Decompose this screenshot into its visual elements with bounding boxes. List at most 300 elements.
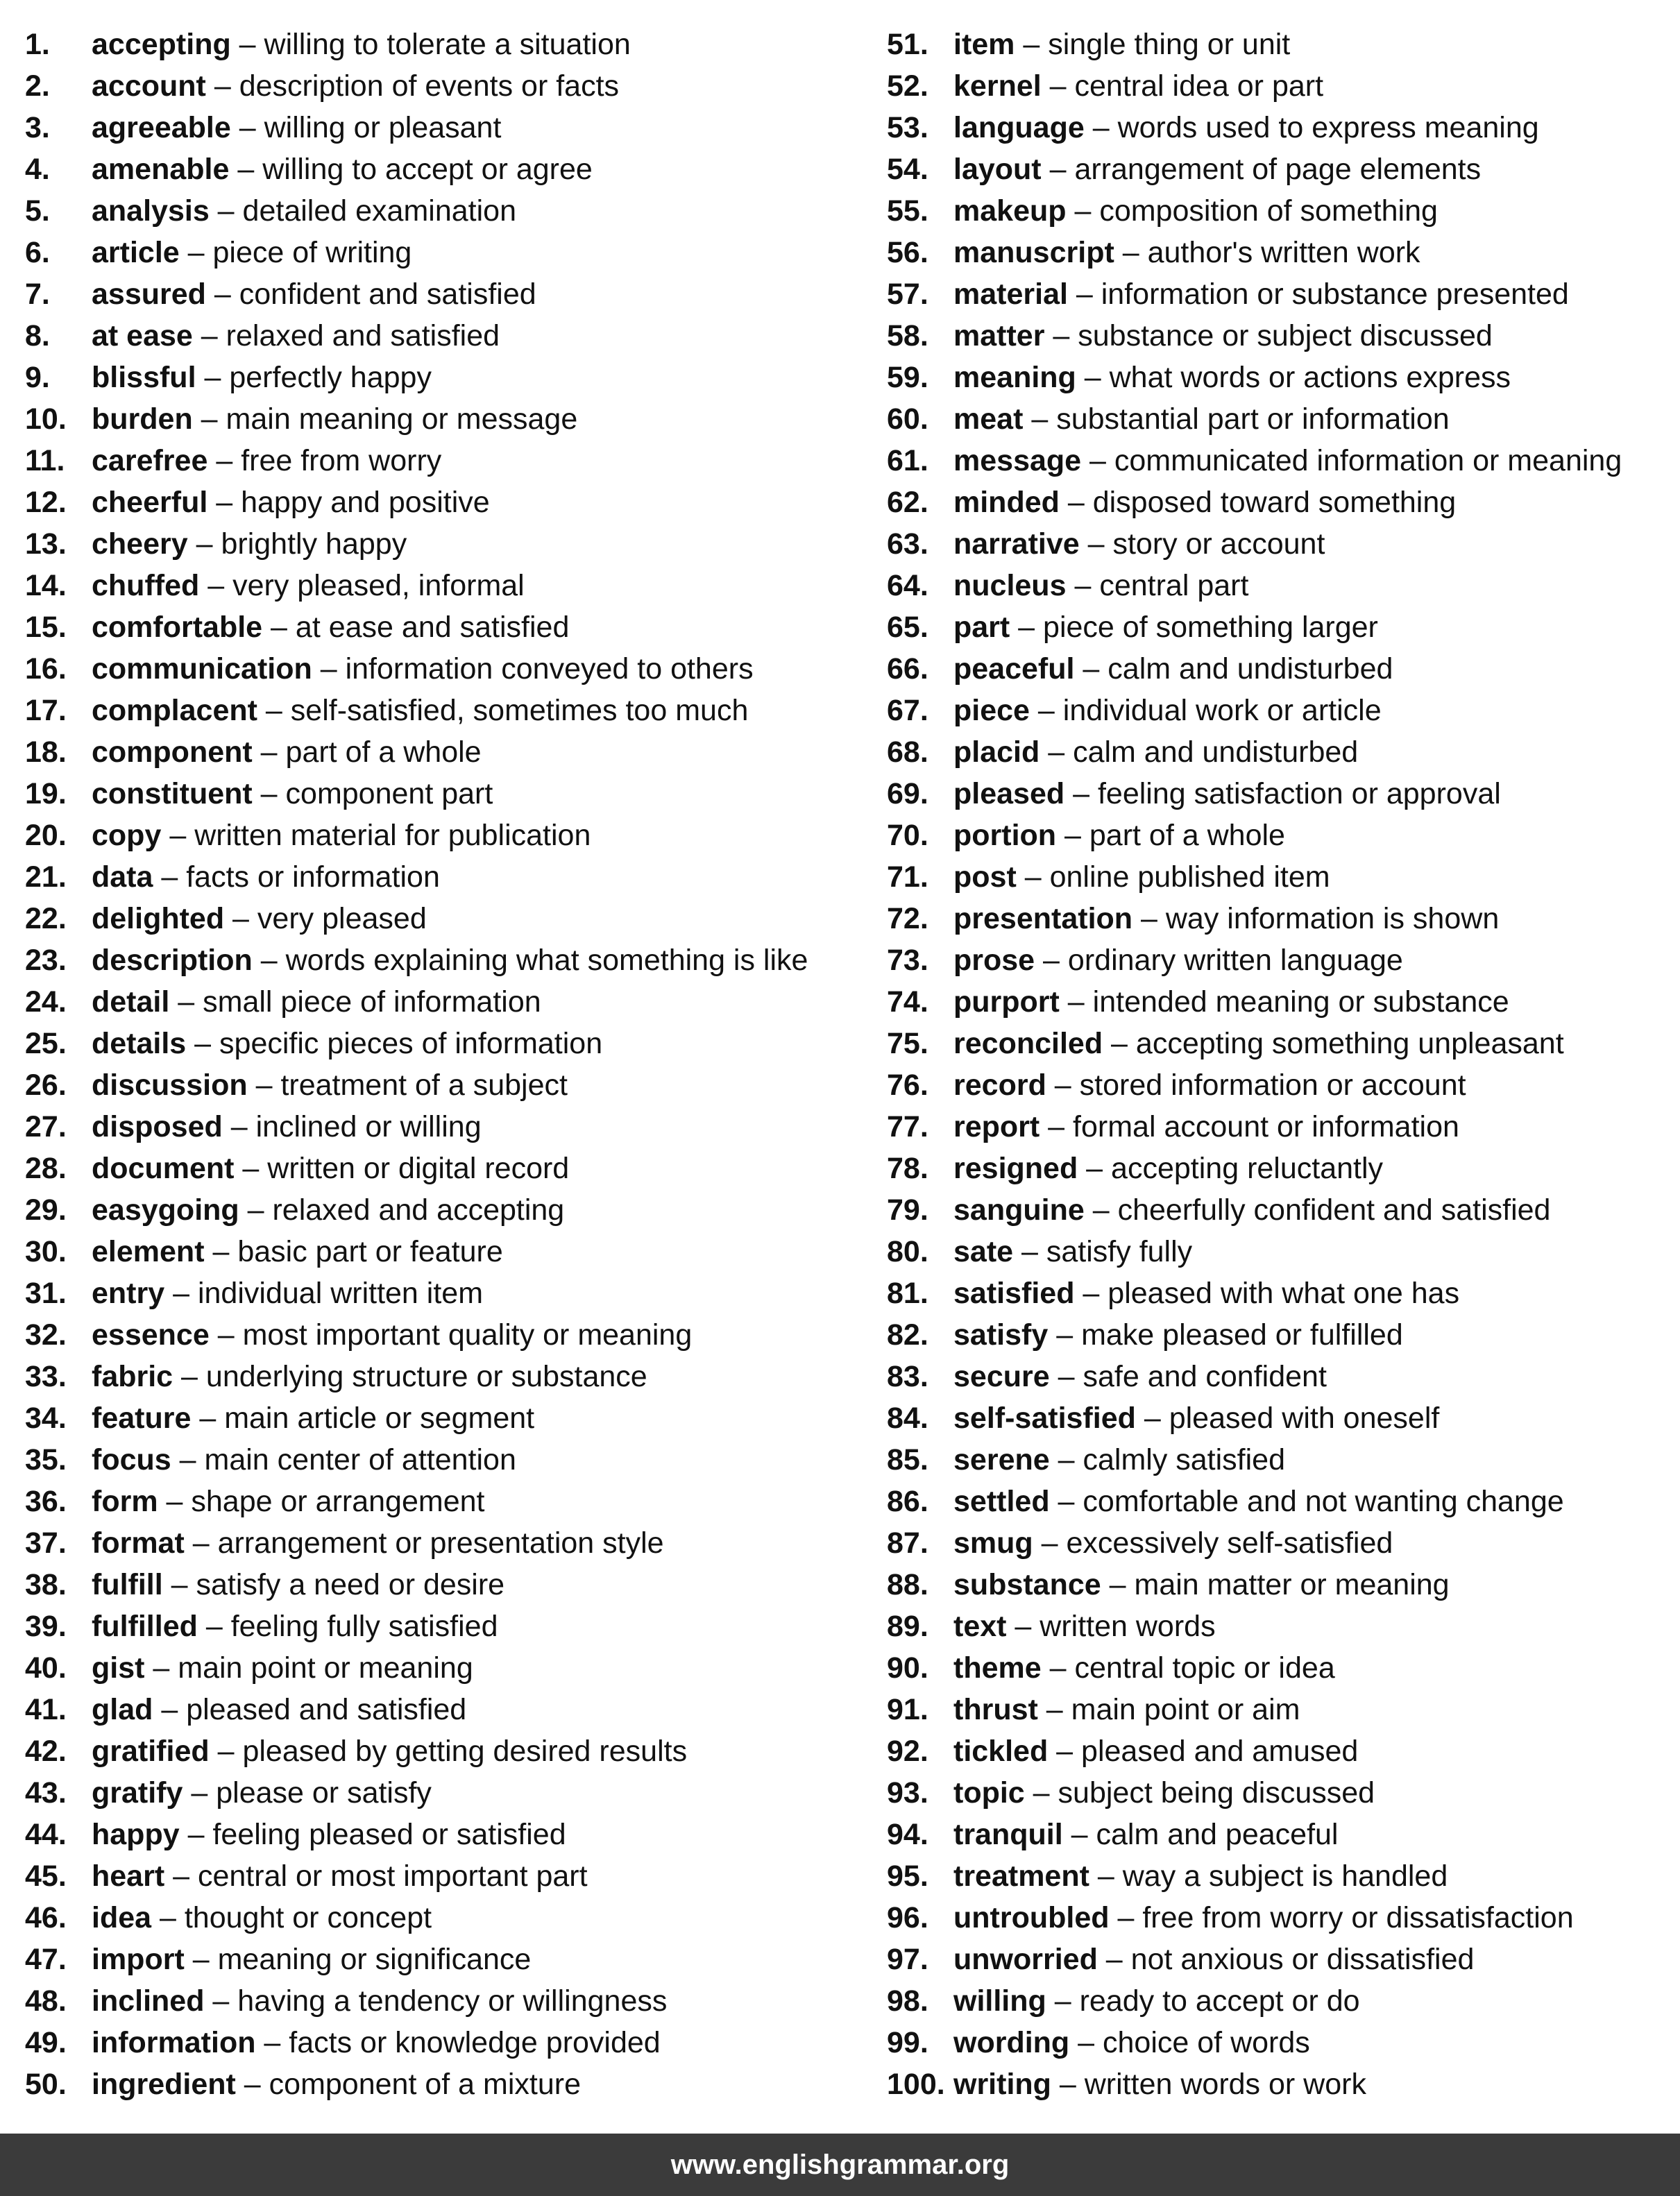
list-item — [25, 1318, 858, 1360]
entry-separator: – — [1062, 1818, 1096, 1851]
entry-definition: thought or concept — [184, 1901, 432, 1934]
entry-number: 55. — [887, 194, 928, 228]
list-item — [887, 111, 1671, 153]
entry-definition: most important quality or meaning — [242, 1318, 693, 1352]
entry-number: 65. — [887, 611, 928, 644]
list-item — [25, 486, 858, 527]
list-item — [25, 1027, 858, 1069]
entry-number: 2. — [25, 69, 50, 103]
entry-separator: – — [153, 1693, 187, 1726]
list-item — [887, 1526, 1671, 1568]
entry-separator: – — [1033, 1526, 1067, 1560]
entry-number: 3. — [25, 111, 50, 144]
entry-word: wording — [953, 2026, 1070, 2059]
entry-number: 37. — [25, 1526, 67, 1560]
entry-separator: – — [1041, 153, 1075, 186]
entry-word: at ease — [92, 319, 193, 352]
entry-word: data — [92, 860, 153, 894]
entry-word: satisfy — [953, 1318, 1049, 1352]
list-item — [887, 1485, 1671, 1526]
entry-separator: – — [169, 985, 203, 1019]
entry-word: details — [92, 1027, 187, 1060]
list-item — [25, 1859, 858, 1901]
entry-number: 24. — [25, 985, 67, 1019]
entry-definition: calm and undisturbed — [1073, 735, 1359, 769]
entry-definition: intended meaning or substance — [1092, 985, 1509, 1019]
entry-number: 71. — [887, 860, 928, 894]
entry-definition: pleased by getting desired results — [242, 1735, 688, 1768]
entry-word: serene — [953, 1443, 1050, 1476]
list-item — [887, 2026, 1671, 2068]
entry-separator: – — [230, 28, 264, 61]
entry-definition: feeling fully satisfied — [230, 1610, 498, 1643]
entry-definition: free from worry or dissatisfaction — [1142, 1901, 1574, 1934]
entry-separator: – — [235, 2068, 269, 2101]
entry-definition: pleased and satisfied — [186, 1693, 467, 1726]
entry-number: 86. — [887, 1485, 928, 1518]
entry-word: fulfilled — [92, 1610, 198, 1643]
entry-definition: main point or meaning — [178, 1651, 473, 1685]
list-item — [887, 1027, 1671, 1069]
list-item — [887, 194, 1671, 236]
entry-definition: detailed examination — [242, 194, 516, 228]
entry-number: 96. — [887, 1901, 928, 1934]
entry-word: constituent — [92, 777, 253, 810]
entry-separator: – — [153, 860, 187, 894]
entry-separator: – — [1046, 1984, 1080, 2018]
entry-separator: – — [1097, 1943, 1131, 1976]
entry-definition: relaxed and satisfied — [226, 319, 500, 352]
entry-separator: – — [171, 1443, 205, 1476]
list-item — [887, 278, 1671, 319]
entry-word: component — [92, 735, 253, 769]
list-item — [25, 1443, 858, 1485]
entry-definition: not anxious or dissatisfied — [1130, 1943, 1475, 1976]
entry-separator: – — [204, 1984, 238, 2018]
entry-word: discussion — [92, 1069, 248, 1102]
list-item — [25, 1735, 858, 1776]
list-item — [887, 1110, 1671, 1152]
entry-separator: – — [1059, 985, 1093, 1019]
entry-word: treatment — [953, 1859, 1089, 1893]
entry-number: 12. — [25, 486, 67, 519]
list-item — [887, 1735, 1671, 1776]
entry-separator: – — [209, 1735, 243, 1768]
entry-word: gist — [92, 1651, 145, 1685]
entry-definition: calm and peaceful — [1096, 1818, 1339, 1851]
entry-word: makeup — [953, 194, 1067, 228]
entry-separator: – — [1101, 1568, 1135, 1601]
entry-separator: – — [179, 1818, 213, 1851]
entry-word: chuffed — [92, 569, 200, 602]
entry-definition: substantial part or information — [1056, 402, 1450, 436]
entry-number: 82. — [887, 1318, 928, 1352]
list-item — [25, 1610, 858, 1651]
entry-number: 69. — [887, 777, 928, 810]
entry-number: 31. — [25, 1277, 67, 1310]
entry-word: theme — [953, 1651, 1042, 1685]
entry-number: 48. — [25, 1984, 67, 2018]
list-item — [887, 1610, 1671, 1651]
entry-word: text — [953, 1610, 1007, 1643]
entry-definition: specific pieces of information — [219, 1027, 603, 1060]
entry-definition: communicated information or meaning — [1114, 444, 1622, 477]
entry-word: substance — [953, 1568, 1101, 1601]
entry-separator: – — [161, 819, 195, 852]
list-item — [25, 1776, 858, 1818]
list-item — [25, 1526, 858, 1568]
entry-number: 41. — [25, 1693, 67, 1726]
list-item — [887, 486, 1671, 527]
entry-word: agreeable — [92, 111, 231, 144]
entry-number: 93. — [887, 1776, 928, 1810]
entry-word: prose — [953, 944, 1035, 977]
entry-word: information — [92, 2026, 256, 2059]
list-item — [887, 1360, 1671, 1402]
list-item — [887, 1402, 1671, 1443]
entry-word: analysis — [92, 194, 210, 228]
entry-number: 97. — [887, 1943, 928, 1976]
entry-number: 17. — [25, 694, 67, 727]
entry-definition: pleased with oneself — [1169, 1402, 1440, 1435]
entry-definition: calm and undisturbed — [1108, 652, 1393, 686]
entry-separator: – — [1013, 1235, 1046, 1268]
entry-separator: – — [255, 2026, 289, 2059]
entry-number: 13. — [25, 527, 67, 561]
entry-definition: part of a whole — [1089, 819, 1285, 852]
entry-word: presentation — [953, 902, 1133, 935]
entry-separator: – — [184, 1526, 218, 1560]
entry-separator: – — [247, 1069, 281, 1102]
entry-separator: – — [234, 1152, 268, 1185]
entry-separator: – — [1006, 1610, 1040, 1643]
entry-word: meat — [953, 402, 1024, 436]
word-list-right-column — [887, 28, 1671, 2109]
entry-definition: willing or pleasant — [264, 111, 502, 144]
entry-number: 66. — [887, 652, 928, 686]
entry-word: narrative — [953, 527, 1080, 561]
entry-separator: – — [239, 1193, 273, 1227]
entry-definition: make pleased or fulfilled — [1081, 1318, 1403, 1352]
entry-definition: choice of words — [1103, 2026, 1310, 2059]
entry-separator: – — [1049, 1485, 1083, 1518]
entry-word: import — [92, 1943, 185, 1976]
list-item — [25, 444, 858, 486]
entry-word: portion — [953, 819, 1057, 852]
list-item — [887, 652, 1671, 694]
entry-separator: – — [1059, 486, 1093, 519]
entry-word: resigned — [953, 1152, 1078, 1185]
entry-separator: – — [1076, 361, 1110, 394]
entry-definition: story or account — [1112, 527, 1325, 561]
list-item — [25, 1943, 858, 1984]
entry-definition: part of a whole — [285, 735, 482, 769]
list-item — [25, 819, 858, 860]
list-item — [25, 1235, 858, 1277]
entry-word: communication — [92, 652, 312, 686]
entry-definition: willing to accept or agree — [262, 153, 593, 186]
entry-definition: satisfy a need or desire — [196, 1568, 505, 1601]
entry-definition: subject being discussed — [1058, 1776, 1375, 1810]
entry-number: 10. — [25, 402, 67, 436]
entry-separator: – — [209, 194, 243, 228]
entry-separator: – — [1049, 1360, 1083, 1393]
list-item — [887, 402, 1671, 444]
list-item — [887, 1443, 1671, 1485]
list-item — [25, 153, 858, 194]
entry-separator: – — [179, 236, 213, 269]
entry-word: reconciled — [953, 1027, 1103, 1060]
entry-definition: feeling pleased or satisfied — [212, 1818, 566, 1851]
entry-separator: – — [1074, 1277, 1108, 1310]
entry-separator: – — [196, 361, 230, 394]
entry-word: sate — [953, 1235, 1014, 1268]
entry-definition: written words or work — [1084, 2068, 1366, 2101]
entry-word: comfortable — [92, 611, 263, 644]
entry-word: heart — [92, 1859, 165, 1893]
list-item — [887, 735, 1671, 777]
entry-definition: central part — [1099, 569, 1249, 602]
entry-definition: arrangement of page elements — [1074, 153, 1482, 186]
list-item — [887, 611, 1671, 652]
entry-definition: facts or knowledge provided — [289, 2026, 661, 2059]
footer-banner — [0, 2134, 1680, 2196]
list-item — [887, 1235, 1671, 1277]
list-item — [887, 860, 1671, 902]
entry-separator: – — [1066, 194, 1100, 228]
entry-word: meaning — [953, 361, 1076, 394]
entry-separator: – — [1081, 444, 1114, 477]
entry-definition: comfortable and not wanting change — [1083, 1485, 1564, 1518]
entry-word: delighted — [92, 902, 225, 935]
entry-number: 64. — [887, 569, 928, 602]
footer-url[interactable]: www.englishgrammar.org — [670, 2150, 1010, 2180]
entry-word: happy — [92, 1818, 180, 1851]
entry-number: 44. — [25, 1818, 67, 1851]
entry-number: 18. — [25, 735, 67, 769]
entry-separator: – — [1067, 278, 1101, 311]
list-item — [887, 944, 1671, 985]
list-item — [25, 402, 858, 444]
list-item — [25, 611, 858, 652]
entry-definition: main article or segment — [224, 1402, 535, 1435]
entry-definition: meaning or significance — [217, 1943, 532, 1976]
entry-number: 61. — [887, 444, 928, 477]
list-item — [887, 319, 1671, 361]
entry-separator: – — [1044, 319, 1078, 352]
entry-word: essence — [92, 1318, 210, 1352]
entry-word: easygoing — [92, 1193, 239, 1227]
entry-definition: willing to tolerate a situation — [264, 28, 631, 61]
entry-word: matter — [953, 319, 1045, 352]
list-item — [887, 28, 1671, 69]
list-item — [887, 902, 1671, 944]
entry-definition: please or satisfy — [216, 1776, 432, 1810]
list-item — [887, 1984, 1671, 2026]
entry-word: manuscript — [953, 236, 1114, 269]
list-item — [25, 1485, 858, 1526]
entry-definition: description of events or facts — [239, 69, 620, 103]
entry-number: 62. — [887, 486, 928, 519]
entry-definition: happy and positive — [241, 486, 490, 519]
list-item — [887, 236, 1671, 278]
list-item — [25, 860, 858, 902]
entry-definition: central idea or part — [1074, 69, 1324, 103]
entry-definition: brightly happy — [221, 527, 407, 561]
entry-definition: individual written item — [197, 1277, 484, 1310]
entry-word: nucleus — [953, 569, 1067, 602]
entry-number: 50. — [25, 2068, 67, 2101]
list-item — [887, 1943, 1671, 1984]
entry-number: 36. — [25, 1485, 67, 1518]
entry-word: secure — [953, 1360, 1050, 1393]
entry-number: 90. — [887, 1651, 928, 1685]
entry-word: unworried — [953, 1943, 1098, 1976]
list-item — [25, 111, 858, 153]
entry-number: 77. — [887, 1110, 928, 1143]
entry-word: gratify — [92, 1776, 183, 1810]
entry-word: copy — [92, 819, 162, 852]
entry-separator: – — [224, 902, 257, 935]
entry-number: 67. — [887, 694, 928, 727]
entry-word: report — [953, 1110, 1040, 1143]
entry-separator: – — [1035, 944, 1068, 977]
entry-number: 58. — [887, 319, 928, 352]
entry-number: 7. — [25, 278, 50, 311]
entry-number: 98. — [887, 1984, 928, 2018]
entry-number: 85. — [887, 1443, 928, 1476]
entry-word: feature — [92, 1402, 192, 1435]
entry-word: description — [92, 944, 253, 977]
entry-number: 8. — [25, 319, 50, 352]
entry-word: settled — [953, 1485, 1050, 1518]
entry-separator: – — [197, 1610, 231, 1643]
entry-definition: disposed toward something — [1092, 486, 1457, 519]
entry-definition: information or substance presented — [1101, 278, 1569, 311]
entry-separator: – — [229, 153, 263, 186]
list-item — [25, 902, 858, 944]
entry-definition: very pleased, informal — [232, 569, 525, 602]
entry-number: 40. — [25, 1651, 67, 1685]
list-item — [25, 1402, 858, 1443]
entry-number: 53. — [887, 111, 928, 144]
entry-word: burden — [92, 402, 193, 436]
entry-number: 63. — [887, 527, 928, 561]
entry-number: 5. — [25, 194, 50, 228]
entry-definition: component of a mixture — [269, 2068, 581, 2101]
entry-definition: facts or information — [186, 860, 440, 894]
list-item — [887, 527, 1671, 569]
entry-definition: safe and confident — [1083, 1360, 1327, 1393]
entry-definition: arrangement or presentation style — [217, 1526, 664, 1560]
entry-number: 25. — [25, 1027, 67, 1060]
entry-number: 22. — [25, 902, 67, 935]
entry-definition: feeling satisfaction or approval — [1097, 777, 1501, 810]
entry-separator: – — [1046, 1069, 1080, 1102]
entry-separator: – — [1135, 1402, 1169, 1435]
entry-separator: – — [252, 735, 286, 769]
entry-definition: individual work or article — [1062, 694, 1382, 727]
entry-word: post — [953, 860, 1017, 894]
entry-number: 94. — [887, 1818, 928, 1851]
entry-definition: main meaning or message — [226, 402, 578, 436]
entry-separator: – — [1078, 1152, 1112, 1185]
entry-separator: – — [1049, 1443, 1083, 1476]
entry-separator: – — [158, 1485, 192, 1518]
entry-word: pleased — [953, 777, 1065, 810]
entry-separator: – — [1051, 2068, 1085, 2101]
entry-separator: – — [1066, 569, 1100, 602]
entry-number: 4. — [25, 153, 50, 186]
entry-number: 43. — [25, 1776, 67, 1810]
entry-definition: ready to accept or do — [1079, 1984, 1360, 2018]
entry-number: 56. — [887, 236, 928, 269]
entry-definition: online published item — [1049, 860, 1330, 894]
entry-separator: – — [1079, 527, 1113, 561]
entry-number: 89. — [887, 1610, 928, 1643]
entry-number: 87. — [887, 1526, 928, 1560]
entry-separator: – — [191, 1402, 225, 1435]
entry-number: 34. — [25, 1402, 67, 1435]
entry-word: account — [92, 69, 206, 103]
entry-definition: free from worry — [241, 444, 442, 477]
entry-definition: treatment of a subject — [280, 1069, 568, 1102]
entry-separator: – — [1040, 735, 1074, 769]
entry-number: 1. — [25, 28, 50, 61]
entry-number: 15. — [25, 611, 67, 644]
entry-word: idea — [92, 1901, 152, 1934]
entry-word: piece — [953, 694, 1030, 727]
entry-word: willing — [953, 1984, 1046, 2018]
entry-separator: – — [1023, 402, 1057, 436]
entry-separator: – — [1010, 611, 1044, 644]
entry-separator: – — [207, 444, 241, 477]
entry-word: focus — [92, 1443, 171, 1476]
entry-definition: substance or subject discussed — [1078, 319, 1493, 352]
entry-word: untroubled — [953, 1901, 1110, 1934]
entry-word: message — [953, 444, 1082, 477]
entry-number: 100. — [887, 2068, 945, 2101]
entry-separator: – — [1040, 1110, 1074, 1143]
entry-number: 57. — [887, 278, 928, 311]
entry-word: item — [953, 28, 1015, 61]
entry-separator: – — [183, 1776, 217, 1810]
entry-definition: perfectly happy — [229, 361, 432, 394]
entry-definition: having a tendency or willingness — [237, 1984, 668, 2018]
list-item — [887, 1901, 1671, 1943]
entry-separator: – — [1056, 819, 1089, 852]
list-item — [25, 28, 858, 69]
entry-definition: words explaining what something is like — [285, 944, 808, 977]
entry-separator: – — [1037, 1693, 1071, 1726]
entry-word: article — [92, 236, 180, 269]
entry-number: 38. — [25, 1568, 67, 1601]
entry-separator: – — [257, 694, 291, 727]
list-item — [25, 2068, 858, 2109]
entry-number: 32. — [25, 1318, 67, 1352]
entry-definition: main center of attention — [204, 1443, 516, 1476]
entry-separator: – — [230, 111, 264, 144]
list-item — [887, 777, 1671, 819]
list-item — [25, 527, 858, 569]
entry-word: self-satisfied — [953, 1402, 1136, 1435]
entry-word: part — [953, 611, 1010, 644]
entry-word: smug — [953, 1526, 1033, 1560]
entry-number: 30. — [25, 1235, 67, 1268]
entry-number: 76. — [887, 1069, 928, 1102]
entry-definition: small piece of information — [203, 985, 541, 1019]
entry-word: element — [92, 1235, 205, 1268]
